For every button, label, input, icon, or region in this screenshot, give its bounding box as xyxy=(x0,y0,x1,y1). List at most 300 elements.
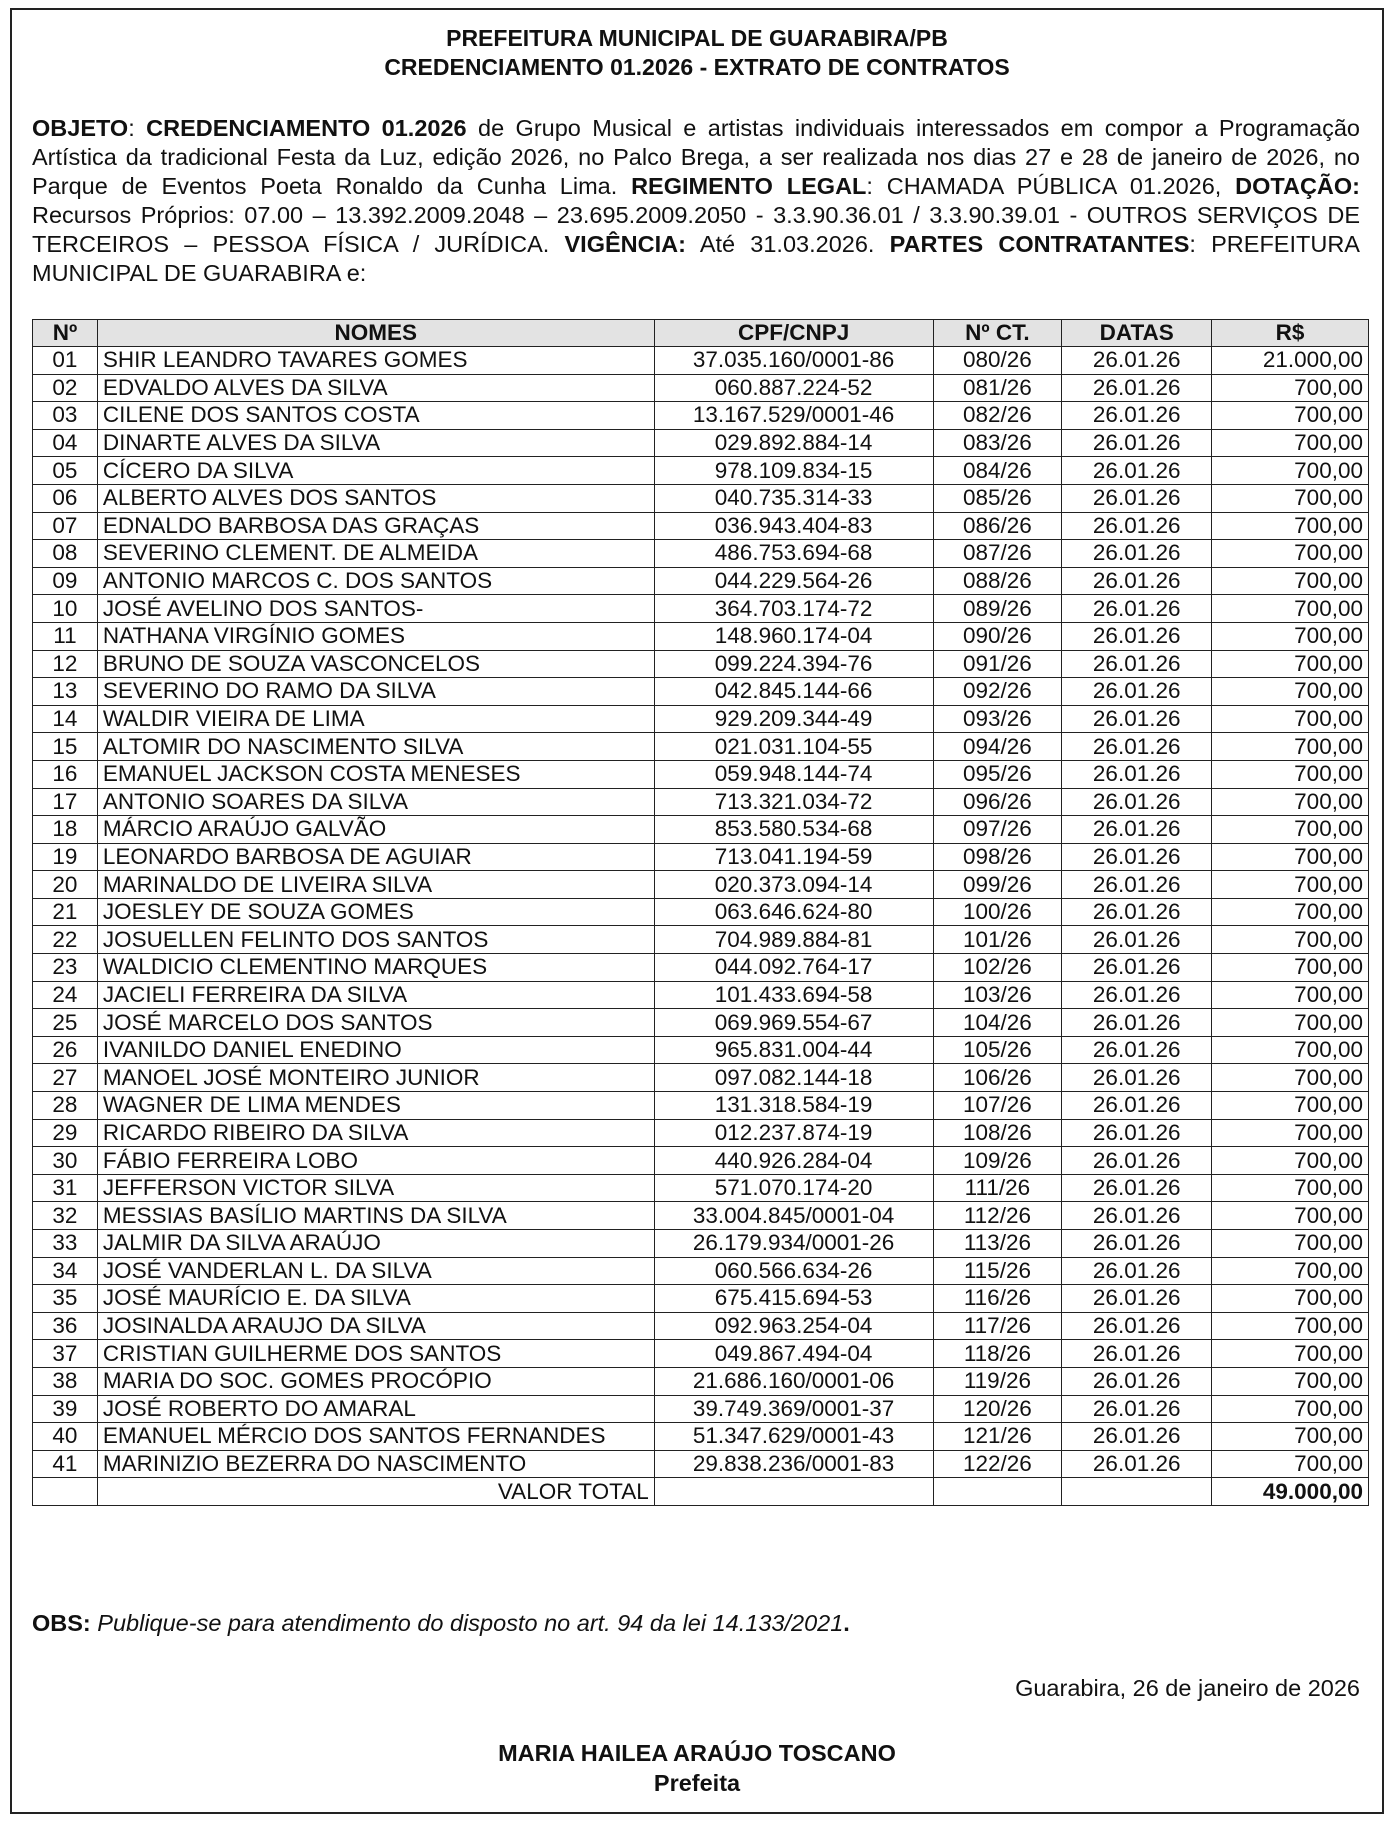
table-row xyxy=(33,954,1369,982)
row-value: 700,00 xyxy=(1212,871,1369,899)
table-row xyxy=(33,567,1369,595)
row-name: JACIELI FERREIRA DA SILVA xyxy=(97,981,654,1009)
row-contract-number: 087/26 xyxy=(933,540,1062,568)
dotacao-text: Recursos Próprios: 07.00 – 13.392.2009.2048 – 23.695.2009.2050 - 3.3.90.36.01 / 3.3.90.39.01 - OUTROS SERVIÇOS DE TERCEIROS – PESSOA FÍSICA / JURÍDICA. xyxy=(32,202,1360,257)
row-contract-number: 083/26 xyxy=(933,429,1062,457)
row-cpf-cnpj: 029.892.884-14 xyxy=(654,429,933,457)
row-value: 700,00 xyxy=(1212,926,1369,954)
row-name: EDNALDO BARBOSA DAS GRAÇAS xyxy=(97,512,654,540)
row-cpf-cnpj: 044.229.564-26 xyxy=(654,567,933,595)
row-cpf-cnpj: 063.646.624-80 xyxy=(654,898,933,926)
table-row xyxy=(33,347,1369,375)
row-cpf-cnpj: 853.580.534-68 xyxy=(654,816,933,844)
row-number: 35 xyxy=(33,1285,98,1313)
row-date: 26.01.26 xyxy=(1062,1257,1212,1285)
row-contract-number: 097/26 xyxy=(933,816,1062,844)
row-number: 15 xyxy=(33,733,98,761)
row-number: 05 xyxy=(33,457,98,485)
row-cpf-cnpj: 713.041.194-59 xyxy=(654,843,933,871)
row-value: 700,00 xyxy=(1212,1230,1369,1258)
row-cpf-cnpj: 059.948.144-74 xyxy=(654,760,933,788)
table-row xyxy=(33,1147,1369,1175)
col-header-names: NOMES xyxy=(97,320,654,347)
objeto-text: de Grupo Musical e artistas individuais interessados em compor a Programação Artística da tradicional Festa da Luz, edição 2026, no Palco Brega, a ser realizada nos dias 27 e 28 de janeiro de 2026, no Parque de Eventos Poeta Ronaldo da Cunha Lima. xyxy=(32,115,1361,199)
row-value: 700,00 xyxy=(1212,1257,1369,1285)
document-page xyxy=(10,8,1384,1814)
row-cpf-cnpj: 042.845.144-66 xyxy=(654,678,933,706)
row-cpf-cnpj: 069.969.554-67 xyxy=(654,1009,933,1037)
row-date: 26.01.26 xyxy=(1062,1312,1212,1340)
row-value: 700,00 xyxy=(1212,567,1369,595)
row-date: 26.01.26 xyxy=(1062,1340,1212,1368)
row-name: SEVERINO DO RAMO DA SILVA xyxy=(97,678,654,706)
row-cpf-cnpj: 29.838.236/0001-83 xyxy=(654,1450,933,1478)
row-number: 29 xyxy=(33,1119,98,1147)
row-date: 26.01.26 xyxy=(1062,1230,1212,1258)
row-contract-number: 115/26 xyxy=(933,1257,1062,1285)
total-empty-cell xyxy=(654,1478,933,1506)
row-contract-number: 080/26 xyxy=(933,347,1062,375)
table-row xyxy=(33,374,1369,402)
row-value: 700,00 xyxy=(1212,1312,1369,1340)
table-row xyxy=(33,816,1369,844)
row-number: 37 xyxy=(33,1340,98,1368)
row-number: 24 xyxy=(33,981,98,1009)
table-row xyxy=(33,1092,1369,1120)
row-date: 26.01.26 xyxy=(1062,1423,1212,1451)
table-row xyxy=(33,457,1369,485)
row-date: 26.01.26 xyxy=(1062,678,1212,706)
row-name: MANOEL JOSÉ MONTEIRO JUNIOR xyxy=(97,1064,654,1092)
table-header-row xyxy=(33,320,1369,347)
table-row xyxy=(33,1119,1369,1147)
contracts-table xyxy=(32,319,1369,1506)
row-number: 01 xyxy=(33,347,98,375)
row-date: 26.01.26 xyxy=(1062,567,1212,595)
table-row xyxy=(33,1174,1369,1202)
row-date: 26.01.26 xyxy=(1062,1285,1212,1313)
row-cpf-cnpj: 099.224.394-76 xyxy=(654,650,933,678)
row-number: 38 xyxy=(33,1367,98,1395)
row-contract-number: 090/26 xyxy=(933,622,1062,650)
row-value: 700,00 xyxy=(1212,1285,1369,1313)
row-number: 03 xyxy=(33,402,98,430)
row-cpf-cnpj: 440.926.284-04 xyxy=(654,1147,933,1175)
row-contract-number: 095/26 xyxy=(933,760,1062,788)
table-row xyxy=(33,1340,1369,1368)
row-contract-number: 099/26 xyxy=(933,871,1062,899)
row-number: 26 xyxy=(33,1036,98,1064)
row-number: 27 xyxy=(33,1064,98,1092)
place-date: Guarabira, 26 de janeiro de 2026 xyxy=(1015,1675,1360,1701)
row-name: JOSUELLEN FELINTO DOS SANTOS xyxy=(97,926,654,954)
row-name: NATHANA VIRGÍNIO GOMES xyxy=(97,622,654,650)
row-number: 21 xyxy=(33,898,98,926)
row-cpf-cnpj: 148.960.174-04 xyxy=(654,622,933,650)
partes-label: PARTES CONTRATANTES xyxy=(889,231,1190,257)
table-row xyxy=(33,1423,1369,1451)
row-name: MARINALDO DE LIVEIRA SILVA xyxy=(97,871,654,899)
row-value: 700,00 xyxy=(1212,705,1369,733)
row-contract-number: 094/26 xyxy=(933,733,1062,761)
vigencia-label: VIGÊNCIA: xyxy=(564,231,686,257)
row-contract-number: 116/26 xyxy=(933,1285,1062,1313)
row-date: 26.01.26 xyxy=(1062,954,1212,982)
row-name: MESSIAS BASÍLIO MARTINS DA SILVA xyxy=(97,1202,654,1230)
table-row xyxy=(33,871,1369,899)
row-contract-number: 120/26 xyxy=(933,1395,1062,1423)
row-cpf-cnpj: 51.347.629/0001-43 xyxy=(654,1423,933,1451)
row-contract-number: 082/26 xyxy=(933,402,1062,430)
partes-text: : PREFEITURA MUNICIPAL DE GUARABIRA e: xyxy=(32,231,1360,286)
row-name: ALTOMIR DO NASCIMENTO SILVA xyxy=(97,733,654,761)
row-date: 26.01.26 xyxy=(1062,374,1212,402)
row-number: 41 xyxy=(33,1450,98,1478)
row-number: 17 xyxy=(33,788,98,816)
row-value: 700,00 xyxy=(1212,512,1369,540)
table-row xyxy=(33,650,1369,678)
row-date: 26.01.26 xyxy=(1062,705,1212,733)
row-date: 26.01.26 xyxy=(1062,622,1212,650)
row-value: 700,00 xyxy=(1212,1450,1369,1478)
row-value: 700,00 xyxy=(1212,622,1369,650)
row-date: 26.01.26 xyxy=(1062,1147,1212,1175)
row-contract-number: 084/26 xyxy=(933,457,1062,485)
row-contract-number: 119/26 xyxy=(933,1367,1062,1395)
col-header-number: Nº xyxy=(33,320,98,347)
row-cpf-cnpj: 097.082.144-18 xyxy=(654,1064,933,1092)
objeto-separator: : xyxy=(128,115,147,141)
row-contract-number: 092/26 xyxy=(933,678,1062,706)
row-name: JOSÉ VANDERLAN L. DA SILVA xyxy=(97,1257,654,1285)
row-name: JEFFERSON VICTOR SILVA xyxy=(97,1174,654,1202)
row-name: ANTONIO SOARES DA SILVA xyxy=(97,788,654,816)
row-value: 700,00 xyxy=(1212,1147,1369,1175)
row-number: 36 xyxy=(33,1312,98,1340)
row-value: 700,00 xyxy=(1212,1064,1369,1092)
table-row xyxy=(33,1257,1369,1285)
document-title xyxy=(12,24,1382,82)
row-cpf-cnpj: 37.035.160/0001-86 xyxy=(654,347,933,375)
row-name: CILENE DOS SANTOS COSTA xyxy=(97,402,654,430)
row-name: JOSÉ MAURÍCIO E. DA SILVA xyxy=(97,1285,654,1313)
row-value: 700,00 xyxy=(1212,1009,1369,1037)
row-name: MÁRCIO ARAÚJO GALVÃO xyxy=(97,816,654,844)
row-value: 700,00 xyxy=(1212,540,1369,568)
table-row xyxy=(33,484,1369,512)
row-value: 700,00 xyxy=(1212,760,1369,788)
row-name: WALDICIO CLEMENTINO MARQUES xyxy=(97,954,654,982)
row-date: 26.01.26 xyxy=(1062,733,1212,761)
row-contract-number: 086/26 xyxy=(933,512,1062,540)
row-contract-number: 089/26 xyxy=(933,595,1062,623)
regimento-text: : CHAMADA PÚBLICA 01.2026, xyxy=(866,173,1236,199)
row-contract-number: 091/26 xyxy=(933,650,1062,678)
row-contract-number: 111/26 xyxy=(933,1174,1062,1202)
row-name: JALMIR DA SILVA ARAÚJO xyxy=(97,1230,654,1258)
row-contract-number: 117/26 xyxy=(933,1312,1062,1340)
row-value: 700,00 xyxy=(1212,733,1369,761)
row-name: RICARDO RIBEIRO DA SILVA xyxy=(97,1119,654,1147)
row-number: 14 xyxy=(33,705,98,733)
row-number: 39 xyxy=(33,1395,98,1423)
row-number: 11 xyxy=(33,622,98,650)
col-header-contract-number: Nº CT. xyxy=(933,320,1062,347)
row-date: 26.01.26 xyxy=(1062,512,1212,540)
row-name: EMANUEL MÉRCIO DOS SANTOS FERNANDES xyxy=(97,1423,654,1451)
row-date: 26.01.26 xyxy=(1062,595,1212,623)
row-date: 26.01.26 xyxy=(1062,1036,1212,1064)
row-name: MARINIZIO BEZERRA DO NASCIMENTO xyxy=(97,1450,654,1478)
table-row xyxy=(33,1202,1369,1230)
row-name: WALDIR VIEIRA DE LIMA xyxy=(97,705,654,733)
row-number: 22 xyxy=(33,926,98,954)
row-value: 700,00 xyxy=(1212,843,1369,871)
table-body xyxy=(33,347,1369,1478)
row-name: CRISTIAN GUILHERME DOS SANTOS xyxy=(97,1340,654,1368)
col-header-dates: DATAS xyxy=(1062,320,1212,347)
signature-name: MARIA HAILEA ARAÚJO TOSCANO xyxy=(498,1740,896,1766)
title-line-2: CREDENCIAMENTO 01.2026 - EXTRATO DE CONTRATOS xyxy=(384,54,1010,80)
row-date: 26.01.26 xyxy=(1062,843,1212,871)
row-value: 700,00 xyxy=(1212,650,1369,678)
row-cpf-cnpj: 929.209.344-49 xyxy=(654,705,933,733)
signature-block xyxy=(12,1738,1382,1798)
col-header-value: R$ xyxy=(1212,320,1369,347)
row-name: SHIR LEANDRO TAVARES GOMES xyxy=(97,347,654,375)
row-name: JOSINALDA ARAUJO DA SILVA xyxy=(97,1312,654,1340)
row-number: 31 xyxy=(33,1174,98,1202)
row-value: 700,00 xyxy=(1212,402,1369,430)
row-number: 28 xyxy=(33,1092,98,1120)
table-row xyxy=(33,981,1369,1009)
row-contract-number: 103/26 xyxy=(933,981,1062,1009)
row-contract-number: 102/26 xyxy=(933,954,1062,982)
row-contract-number: 105/26 xyxy=(933,1036,1062,1064)
total-label: VALOR TOTAL xyxy=(97,1478,654,1506)
row-cpf-cnpj: 049.867.494-04 xyxy=(654,1340,933,1368)
row-name: BRUNO DE SOUZA VASCONCELOS xyxy=(97,650,654,678)
row-name: EDVALDO ALVES DA SILVA xyxy=(97,374,654,402)
row-cpf-cnpj: 33.004.845/0001-04 xyxy=(654,1202,933,1230)
row-cpf-cnpj: 021.031.104-55 xyxy=(654,733,933,761)
row-value: 700,00 xyxy=(1212,898,1369,926)
row-date: 26.01.26 xyxy=(1062,402,1212,430)
row-number: 32 xyxy=(33,1202,98,1230)
row-name: IVANILDO DANIEL ENEDINO xyxy=(97,1036,654,1064)
obs-note xyxy=(32,1610,850,1637)
table-row xyxy=(33,760,1369,788)
row-contract-number: 113/26 xyxy=(933,1230,1062,1258)
row-value: 700,00 xyxy=(1212,1036,1369,1064)
row-cpf-cnpj: 704.989.884-81 xyxy=(654,926,933,954)
dotacao-label: DOTAÇÃO: xyxy=(1235,173,1361,199)
row-name: JOESLEY DE SOUZA GOMES xyxy=(97,898,654,926)
row-contract-number: 109/26 xyxy=(933,1147,1062,1175)
row-value: 700,00 xyxy=(1212,1395,1369,1423)
row-value: 700,00 xyxy=(1212,678,1369,706)
row-date: 26.01.26 xyxy=(1062,1450,1212,1478)
row-date: 26.01.26 xyxy=(1062,457,1212,485)
row-contract-number: 096/26 xyxy=(933,788,1062,816)
row-date: 26.01.26 xyxy=(1062,760,1212,788)
row-value: 700,00 xyxy=(1212,1202,1369,1230)
row-date: 26.01.26 xyxy=(1062,788,1212,816)
row-contract-number: 098/26 xyxy=(933,843,1062,871)
table-row xyxy=(33,1036,1369,1064)
total-row xyxy=(33,1478,1369,1506)
row-contract-number: 112/26 xyxy=(933,1202,1062,1230)
row-cpf-cnpj: 044.092.764-17 xyxy=(654,954,933,982)
row-number: 12 xyxy=(33,650,98,678)
row-value: 21.000,00 xyxy=(1212,347,1369,375)
credenciamento-label: CREDENCIAMENTO 01.2026 xyxy=(146,115,467,141)
row-contract-number: 121/26 xyxy=(933,1423,1062,1451)
row-number: 16 xyxy=(33,760,98,788)
table-row xyxy=(33,898,1369,926)
row-number: 09 xyxy=(33,567,98,595)
obs-text: Publique-se para atendimento do disposto no art. 94 da lei 14.133/2021 xyxy=(90,1610,844,1636)
row-name: SEVERINO CLEMENT. DE ALMEIDA xyxy=(97,540,654,568)
table-row xyxy=(33,678,1369,706)
table-row xyxy=(33,595,1369,623)
row-contract-number: 106/26 xyxy=(933,1064,1062,1092)
row-name: EMANUEL JACKSON COSTA MENESES xyxy=(97,760,654,788)
row-contract-number: 100/26 xyxy=(933,898,1062,926)
total-value: 49.000,00 xyxy=(1212,1478,1369,1506)
row-number: 10 xyxy=(33,595,98,623)
table-row xyxy=(33,1312,1369,1340)
row-cpf-cnpj: 101.433.694-58 xyxy=(654,981,933,1009)
row-cpf-cnpj: 675.415.694-53 xyxy=(654,1285,933,1313)
row-cpf-cnpj: 965.831.004-44 xyxy=(654,1036,933,1064)
row-name: WAGNER DE LIMA MENDES xyxy=(97,1092,654,1120)
row-date: 26.01.26 xyxy=(1062,1395,1212,1423)
row-cpf-cnpj: 020.373.094-14 xyxy=(654,871,933,899)
total-empty-cell xyxy=(1062,1478,1212,1506)
row-value: 700,00 xyxy=(1212,954,1369,982)
row-name: ANTONIO MARCOS C. DOS SANTOS xyxy=(97,567,654,595)
row-name: ALBERTO ALVES DOS SANTOS xyxy=(97,484,654,512)
row-date: 26.01.26 xyxy=(1062,1009,1212,1037)
row-name: DINARTE ALVES DA SILVA xyxy=(97,429,654,457)
table-row xyxy=(33,926,1369,954)
row-cpf-cnpj: 571.070.174-20 xyxy=(654,1174,933,1202)
row-value: 700,00 xyxy=(1212,595,1369,623)
total-empty-cell xyxy=(933,1478,1062,1506)
row-date: 26.01.26 xyxy=(1062,347,1212,375)
table-row xyxy=(33,429,1369,457)
table-row xyxy=(33,705,1369,733)
row-date: 26.01.26 xyxy=(1062,1174,1212,1202)
row-value: 700,00 xyxy=(1212,1340,1369,1368)
row-cpf-cnpj: 060.566.634-26 xyxy=(654,1257,933,1285)
row-number: 34 xyxy=(33,1257,98,1285)
row-date: 26.01.26 xyxy=(1062,540,1212,568)
row-date: 26.01.26 xyxy=(1062,898,1212,926)
row-value: 700,00 xyxy=(1212,429,1369,457)
row-value: 700,00 xyxy=(1212,816,1369,844)
obs-label: OBS: xyxy=(32,1610,91,1636)
row-date: 26.01.26 xyxy=(1062,1367,1212,1395)
table-row xyxy=(33,1009,1369,1037)
row-cpf-cnpj: 13.167.529/0001-46 xyxy=(654,402,933,430)
row-number: 06 xyxy=(33,484,98,512)
row-name: FÁBIO FERREIRA LOBO xyxy=(97,1147,654,1175)
total-empty-cell xyxy=(33,1478,98,1506)
row-date: 26.01.26 xyxy=(1062,981,1212,1009)
row-date: 26.01.26 xyxy=(1062,1092,1212,1120)
row-number: 08 xyxy=(33,540,98,568)
row-date: 26.01.26 xyxy=(1062,926,1212,954)
row-value: 700,00 xyxy=(1212,1174,1369,1202)
title-line-1: PREFEITURA MUNICIPAL DE GUARABIRA/PB xyxy=(446,25,948,51)
row-number: 20 xyxy=(33,871,98,899)
row-cpf-cnpj: 036.943.404-83 xyxy=(654,512,933,540)
row-contract-number: 088/26 xyxy=(933,567,1062,595)
row-contract-number: 085/26 xyxy=(933,484,1062,512)
row-value: 700,00 xyxy=(1212,374,1369,402)
row-value: 700,00 xyxy=(1212,1423,1369,1451)
row-cpf-cnpj: 486.753.694-68 xyxy=(654,540,933,568)
row-value: 700,00 xyxy=(1212,788,1369,816)
row-name: JOSÉ ROBERTO DO AMARAL xyxy=(97,1395,654,1423)
row-number: 33 xyxy=(33,1230,98,1258)
row-cpf-cnpj: 26.179.934/0001-26 xyxy=(654,1230,933,1258)
table-row xyxy=(33,788,1369,816)
row-value: 700,00 xyxy=(1212,484,1369,512)
row-value: 700,00 xyxy=(1212,1367,1369,1395)
row-contract-number: 108/26 xyxy=(933,1119,1062,1147)
table-row xyxy=(33,1230,1369,1258)
row-number: 18 xyxy=(33,816,98,844)
row-contract-number: 118/26 xyxy=(933,1340,1062,1368)
table-row xyxy=(33,733,1369,761)
row-number: 40 xyxy=(33,1423,98,1451)
table-row xyxy=(33,843,1369,871)
obs-end: . xyxy=(843,1610,850,1636)
row-cpf-cnpj: 131.318.584-19 xyxy=(654,1092,933,1120)
row-cpf-cnpj: 364.703.174-72 xyxy=(654,595,933,623)
row-date: 26.01.26 xyxy=(1062,1064,1212,1092)
regimento-label: REGIMENTO LEGAL xyxy=(631,173,867,199)
row-number: 04 xyxy=(33,429,98,457)
row-date: 26.01.26 xyxy=(1062,1202,1212,1230)
row-name: CÍCERO DA SILVA xyxy=(97,457,654,485)
row-number: 23 xyxy=(33,954,98,982)
col-header-cpf-cnpj: CPF/CNPJ xyxy=(654,320,933,347)
row-contract-number: 101/26 xyxy=(933,926,1062,954)
row-date: 26.01.26 xyxy=(1062,816,1212,844)
table-row xyxy=(33,1285,1369,1313)
row-number: 19 xyxy=(33,843,98,871)
row-cpf-cnpj: 040.735.314-33 xyxy=(654,484,933,512)
row-cpf-cnpj: 092.963.254-04 xyxy=(654,1312,933,1340)
row-contract-number: 107/26 xyxy=(933,1092,1062,1120)
table-row xyxy=(33,1367,1369,1395)
row-number: 07 xyxy=(33,512,98,540)
row-name: LEONARDO BARBOSA DE AGUIAR xyxy=(97,843,654,871)
row-number: 30 xyxy=(33,1147,98,1175)
intro-paragraph xyxy=(32,114,1360,288)
row-name: JOSÉ MARCELO DOS SANTOS xyxy=(97,1009,654,1037)
table-row xyxy=(33,402,1369,430)
row-number: 13 xyxy=(33,678,98,706)
row-date: 26.01.26 xyxy=(1062,650,1212,678)
row-cpf-cnpj: 012.237.874-19 xyxy=(654,1119,933,1147)
vigencia-text: Até 31.03.2026. xyxy=(685,231,890,257)
row-name: MARIA DO SOC. GOMES PROCÓPIO xyxy=(97,1367,654,1395)
